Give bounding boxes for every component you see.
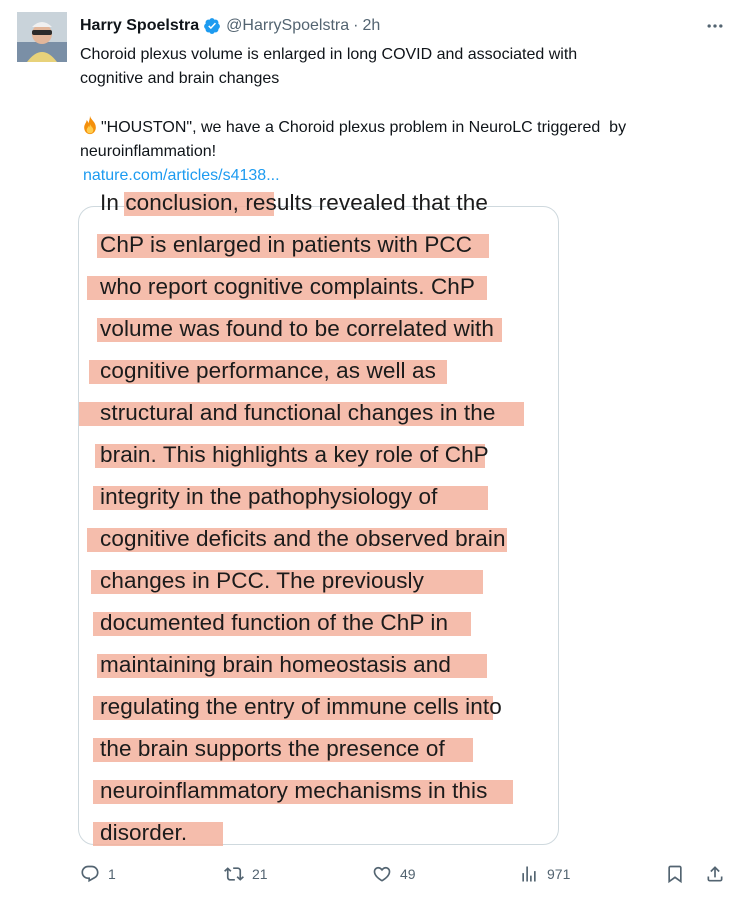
bookmark-icon	[665, 864, 685, 884]
reply-button[interactable]	[80, 860, 116, 888]
article-link[interactable]: nature.com/articles/s4138...	[83, 167, 280, 184]
image-text: brain. This highlights a key role of ChP	[100, 442, 489, 467]
more-options-button[interactable]	[702, 16, 728, 36]
post-text-line3: "HOUSTON", we have a Choroid plexus problem in NeuroLC triggered by	[101, 119, 627, 136]
bookmark-button[interactable]	[665, 860, 685, 888]
image-text-line	[79, 433, 558, 475]
author-handle[interactable]: @HarrySpoelstra	[226, 17, 350, 34]
avatar[interactable]	[17, 12, 67, 62]
image-text: regulating the entry of immune cells into	[100, 694, 502, 719]
image-text-block	[79, 181, 558, 853]
fire-emoji-icon	[80, 115, 100, 135]
post-text-line: cognitive and brain changes	[80, 70, 280, 87]
views-button[interactable]	[519, 860, 570, 888]
image-text-line	[79, 685, 558, 727]
image-text-line	[79, 307, 558, 349]
image-text: cognitive deficits and the observed brain	[100, 526, 506, 551]
image-text-line	[79, 475, 558, 517]
image-text-line	[79, 517, 558, 559]
image-text-line	[79, 265, 558, 307]
image-text: the brain supports the presence of	[100, 736, 445, 761]
image-text: cognitive performance, as well as	[100, 358, 436, 383]
image-text-line	[79, 601, 558, 643]
image-text: ChP is enlarged in patients with PCC	[100, 232, 473, 257]
verified-badge-icon	[203, 17, 221, 35]
image-text-line	[79, 391, 558, 433]
post-header	[80, 15, 380, 37]
image-text-line	[79, 643, 558, 685]
author-name[interactable]: Harry Spoelstra	[80, 17, 200, 34]
repost-icon	[224, 864, 244, 884]
share-button[interactable]	[705, 860, 725, 888]
image-text: documented function of the ChP in	[100, 610, 449, 635]
image-text-line	[79, 349, 558, 391]
image-text-line	[79, 559, 558, 601]
separator-dot: ·	[353, 17, 359, 34]
post-image[interactable]	[78, 190, 559, 845]
image-text-line	[79, 727, 558, 769]
post-time[interactable]: 2h	[362, 17, 381, 34]
image-text: volume was found to be correlated with	[100, 316, 495, 341]
image-text-line	[79, 769, 558, 811]
image-text-line	[79, 223, 558, 265]
avatar-image	[17, 12, 67, 62]
analytics-bars-icon	[519, 864, 539, 884]
image-text: structural and functional changes in the	[100, 400, 496, 425]
heart-icon	[372, 864, 392, 884]
image-text: disorder.	[100, 820, 188, 845]
reply-count: 1	[108, 866, 116, 882]
views-count: 971	[547, 866, 571, 882]
post-text-line: Choroid plexus volume is enlarged in long COVID and associated with	[80, 46, 578, 63]
like-button[interactable]	[372, 860, 416, 888]
action-bar	[0, 860, 748, 888]
share-icon	[705, 864, 725, 884]
repost-count: 21	[252, 866, 268, 882]
image-text: who report cognitive complaints. ChP	[100, 274, 476, 299]
repost-button[interactable]	[224, 860, 268, 888]
image-text-line	[79, 181, 558, 223]
post-text-line	[80, 115, 730, 140]
reply-icon	[80, 864, 100, 884]
more-dots-icon	[705, 16, 725, 36]
post-text	[80, 43, 730, 188]
image-text: neuroinflammatory mechanisms in this	[100, 778, 488, 803]
like-count: 49	[400, 866, 416, 882]
image-text: integrity in the pathophysiology of	[100, 484, 438, 509]
image-text-line	[79, 811, 558, 853]
image-text: changes in PCC. The previously	[100, 568, 424, 593]
image-text: maintaining brain homeostasis and	[100, 652, 452, 677]
image-text: In conclusion, results revealed that the	[100, 190, 488, 215]
post-text-line: neuroinflammation!	[80, 143, 217, 160]
